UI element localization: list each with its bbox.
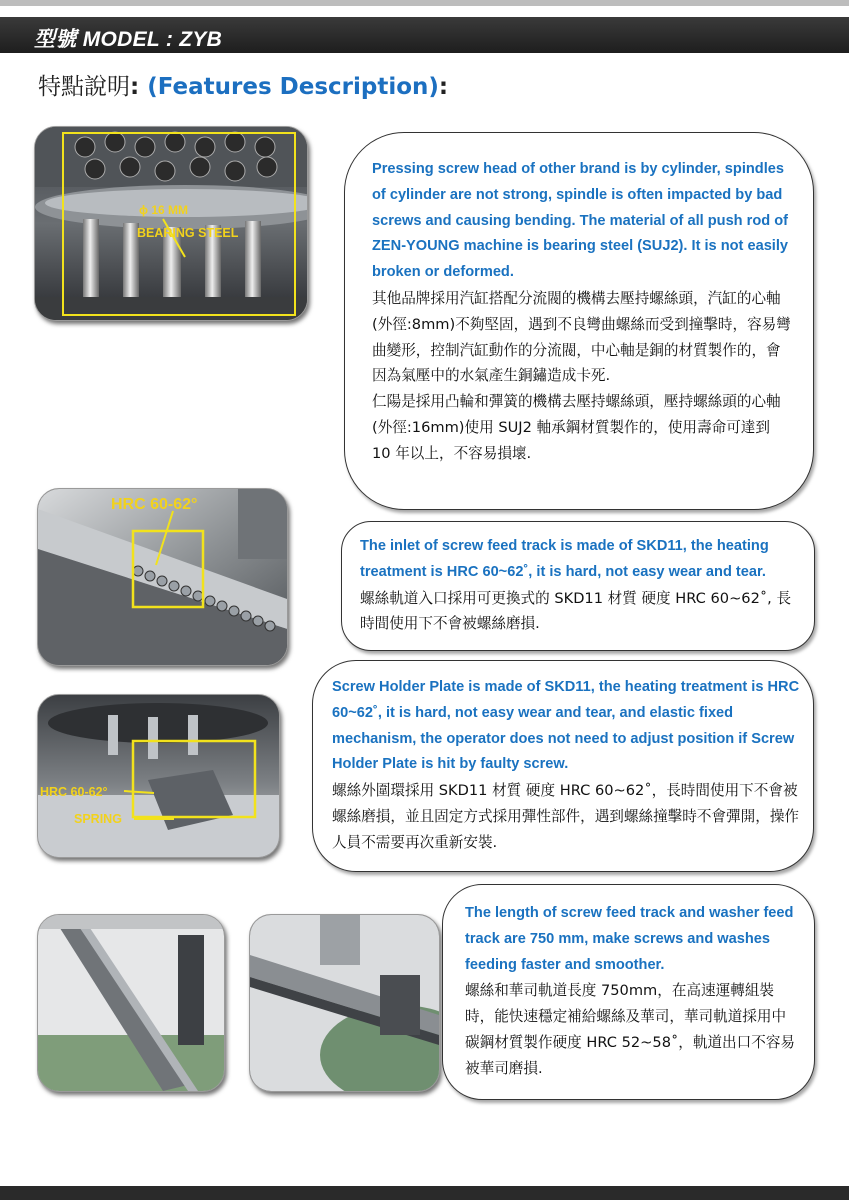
feed-track-photo	[37, 488, 288, 666]
diameter-label: ϕ 16 MM	[139, 203, 189, 217]
top-rule	[0, 0, 849, 6]
feature-en-text: Pressing screw head of other brand is by cylinder, spindles of cylinder are not strong, spindle is often impacted by bad screws and causing bending. The material of all push rod of ZEN-YOUNG machine is bearing steel (SUJ2). It is not easily broken or deformed.	[372, 161, 789, 281]
footer-bar	[0, 1186, 849, 1200]
heading-zh: 特點說明	[38, 74, 130, 100]
feature-en-text: The length of screw feed track and washer feed track are 750 mm, make screws and washes feeding faster and smoother.	[465, 905, 794, 973]
feature-zh-text: 螺絲和華司軌道長度 750mm，在高速運轉組裝時，能快速穩定補給螺絲及華司，華司軌道採用中碳鋼材質製作硬度 HRC 52~58˚，軌道出口不容易被華司磨損.	[465, 982, 796, 1077]
feature-en-text: The inlet of screw feed track is made of SKD11, the heating treatment is HRC 60~62˚, it is hard, not easy wear and tear.	[360, 538, 769, 580]
spindle-photo	[34, 126, 308, 321]
feature-bubble-track-length	[442, 884, 815, 1100]
feed-track-length-photo-2	[249, 914, 440, 1092]
hrc-label: HRC 60-62°	[40, 785, 108, 799]
feature-zh-text: 仁陽是採用凸輪和彈簧的機構去壓持螺絲頭，壓持螺絲頭的心軸 (外徑:16mm)使用 SUJ2 軸承鋼材質製作的，使用壽命可達到 10 年以上，不容易損壞.	[372, 393, 781, 462]
feature-zh-text: 其他品牌採用汽缸搭配分流閥的機構去壓持螺絲頭，汽缸的心軸(外徑:8mm)不夠堅固，遇到不良彎曲螺絲而受到撞擊時，容易彎曲變形，控制汽缸動作的分流閥，中心軸是銅的材質製作的，會因為氣壓中的水氣產生銅鏽造成卡死.	[372, 289, 791, 385]
heading-colon: :	[130, 74, 148, 100]
spring-label: SPRING	[74, 812, 122, 826]
section-heading	[38, 68, 448, 101]
feature-bubble-holder-plate	[312, 660, 814, 872]
feature-zh-text: 螺絲軌道入口採用可更換式的 SKD11 材質 硬度 HRC 60~62˚, 長時間使用下不會被螺絲磨損.	[360, 589, 792, 633]
feed-track-length-photo-1	[37, 914, 225, 1092]
feature-bubble-pressing-rod	[344, 132, 814, 510]
feature-zh-text: 螺絲外圍環採用 SKD11 材質 硬度 HRC 60~62˚，長時間使用下不會被螺絲磨損，並且固定方式採用彈性部件，遇到螺絲撞擊時不會彈開，操作人員不需要再次重新安裝.	[332, 782, 800, 851]
hrc-label: HRC 60-62°	[111, 496, 198, 513]
heading-colon-end: :	[438, 74, 449, 100]
feature-en-text: Screw Holder Plate is made of SKD11, the heating treatment is HRC 60~62˚, it is hard, not easy wear and tear, and elastic fixed mechanism, the operator does not need to adjust position if Screw Holder Plate is hit by faulty screw.	[332, 679, 800, 773]
model-title: 型號 MODEL : ZYB	[34, 28, 223, 51]
bearing-steel-label: BEARING STEEL	[137, 226, 239, 240]
holder-plate-photo	[37, 694, 280, 858]
heading-en: (Features Description)	[147, 74, 439, 100]
header-bar	[0, 17, 849, 53]
feature-bubble-track-inlet	[341, 521, 815, 651]
